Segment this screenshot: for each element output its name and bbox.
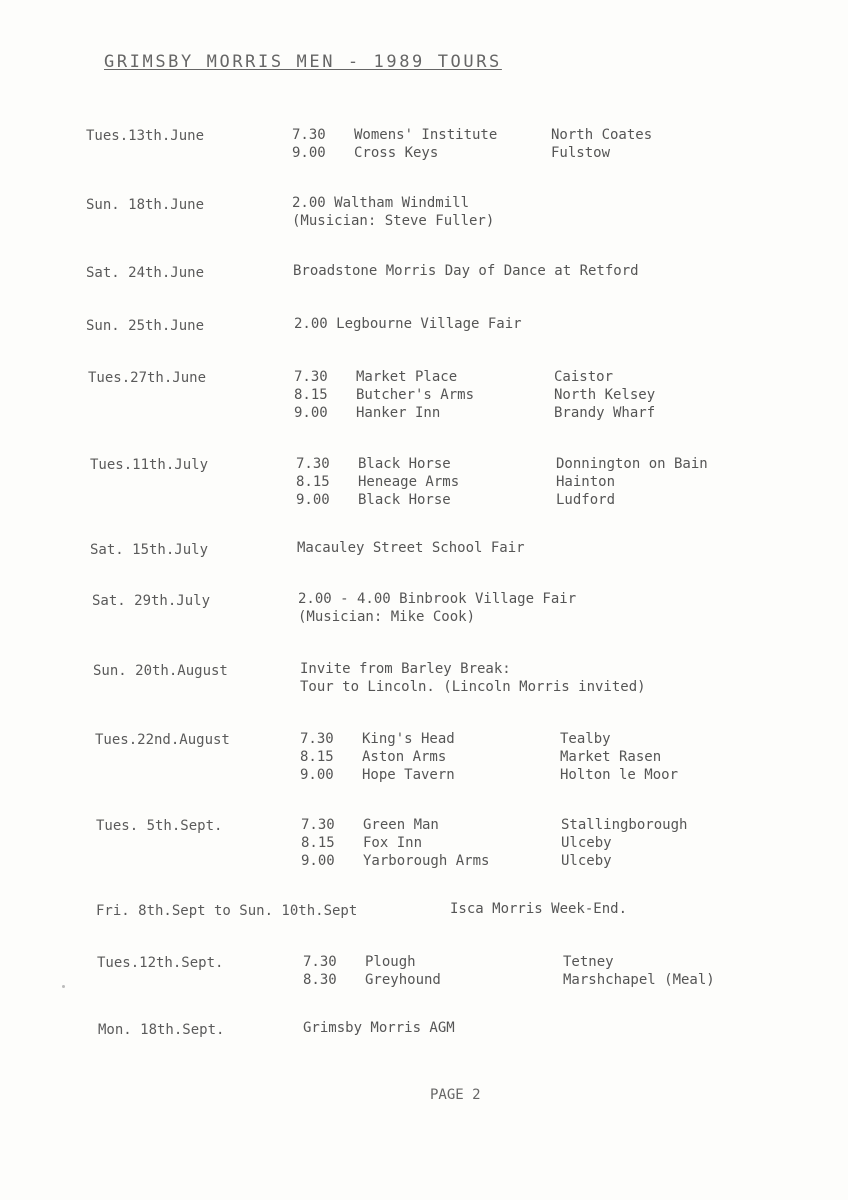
entry-text: Macauley Street School Fair xyxy=(297,540,525,556)
stop-time: 7.30 xyxy=(303,954,337,970)
stop-venue-line xyxy=(296,473,459,491)
stop-venue: Greyhound xyxy=(365,972,441,988)
stop-venue-line xyxy=(296,455,451,473)
stop-venue-line xyxy=(303,971,441,989)
stop-venue: Cross Keys xyxy=(354,145,439,161)
entry-date: Sun. 25th.June xyxy=(86,318,205,334)
stop-place: North Coates xyxy=(551,127,653,143)
entry-date: Sat. 15th.July xyxy=(90,542,209,558)
stop-venue: Heneage Arms xyxy=(358,474,460,490)
entry-text: Tour to Lincoln. (Lincoln Morris invited) xyxy=(300,679,646,695)
stop-venue: Plough xyxy=(365,954,416,970)
stop-venue: Hanker Inn xyxy=(356,405,441,421)
entry-text: (Musician: Steve Fuller) xyxy=(292,213,495,229)
stop-venue-line xyxy=(294,386,474,404)
stop-place: Tealby xyxy=(560,731,611,747)
stop-time: 7.30 xyxy=(300,731,334,747)
stop-time: 8.15 xyxy=(296,474,330,490)
stop-place: Ludford xyxy=(556,492,616,508)
page-number: PAGE 2 xyxy=(430,1087,481,1103)
stop-venue: Green Man xyxy=(363,817,439,833)
entry-date: Sun. 18th.June xyxy=(86,197,205,213)
stop-venue: Aston Arms xyxy=(362,749,447,765)
stop-time: 8.30 xyxy=(303,972,337,988)
stop-time: 9.00 xyxy=(301,853,335,869)
stop-venue-line xyxy=(294,404,440,422)
stop-venue-line xyxy=(303,953,416,971)
stop-time: 9.00 xyxy=(296,492,330,508)
stop-venue-line xyxy=(292,126,497,144)
entry-date: Tues. 5th.Sept. xyxy=(96,818,223,834)
entry-text: Grimsby Morris AGM xyxy=(303,1020,455,1036)
stop-place: Brandy Wharf xyxy=(554,405,656,421)
entry-date: Tues.11th.July xyxy=(90,457,209,473)
stop-place: Caistor xyxy=(554,369,614,385)
page-title: GRIMSBY MORRIS MEN - 1989 TOURS xyxy=(104,52,502,72)
stop-time: 8.15 xyxy=(300,749,334,765)
stop-venue-line xyxy=(294,368,457,386)
entry-date: Tues.27th.June xyxy=(88,370,207,386)
stop-time: 7.30 xyxy=(301,817,335,833)
scan-speck xyxy=(62,985,65,988)
stop-place: Stallingborough xyxy=(561,817,688,833)
entry-text: Invite from Barley Break: xyxy=(300,661,511,677)
entry-date: Tues.12th.Sept. xyxy=(97,955,224,971)
stop-time: 7.30 xyxy=(294,369,328,385)
entry-text: 2.00 - 4.00 Binbrook Village Fair xyxy=(298,591,577,607)
stop-place: Holton le Moor xyxy=(560,767,679,783)
entry-date: Fri. 8th.Sept to Sun. 10th.Sept xyxy=(96,903,358,919)
stop-venue: Butcher's Arms xyxy=(356,387,475,403)
stop-place: Market Rasen xyxy=(560,749,662,765)
entry-date: Sat. 24th.June xyxy=(86,265,205,281)
stop-time: 7.30 xyxy=(292,127,326,143)
entry-text: (Musician: Mike Cook) xyxy=(298,609,476,625)
stop-time: 9.00 xyxy=(300,767,334,783)
stop-place: Hainton xyxy=(556,474,616,490)
entry-text: 2.00 Waltham Windmill xyxy=(292,195,470,211)
stop-venue: Womens' Institute xyxy=(354,127,498,143)
stop-time: 8.15 xyxy=(294,387,328,403)
entry-text: Isca Morris Week-End. xyxy=(450,901,628,917)
stop-place: Tetney xyxy=(563,954,614,970)
stop-place: Donnington on Bain xyxy=(556,456,708,472)
stop-venue-line xyxy=(292,144,438,162)
stop-time: 9.00 xyxy=(292,145,326,161)
stop-place: Ulceby xyxy=(561,853,612,869)
stop-venue-line xyxy=(301,816,439,834)
stop-venue: Fox Inn xyxy=(363,835,423,851)
entry-date: Sat. 29th.July xyxy=(92,593,211,609)
stop-venue: Black Horse xyxy=(358,456,451,472)
stop-venue: King's Head xyxy=(362,731,455,747)
stop-venue-line xyxy=(296,491,451,509)
stop-place: Marshchapel (Meal) xyxy=(563,972,715,988)
stop-venue-line xyxy=(300,748,446,766)
stop-venue: Yarborough Arms xyxy=(363,853,490,869)
entry-text: Broadstone Morris Day of Dance at Retford xyxy=(293,263,639,279)
stop-time: 9.00 xyxy=(294,405,328,421)
stop-venue-line xyxy=(301,852,489,870)
stop-place: Ulceby xyxy=(561,835,612,851)
stop-place: Fulstow xyxy=(551,145,611,161)
stop-venue-line xyxy=(300,766,455,784)
entry-date: Tues.13th.June xyxy=(86,128,205,144)
stop-time: 7.30 xyxy=(296,456,330,472)
entry-date: Sun. 20th.August xyxy=(93,663,228,679)
stop-venue-line xyxy=(300,730,455,748)
stop-venue: Black Horse xyxy=(358,492,451,508)
entry-date: Tues.22nd.August xyxy=(95,732,230,748)
stop-venue: Market Place xyxy=(356,369,458,385)
stop-venue-line xyxy=(301,834,422,852)
entry-date: Mon. 18th.Sept. xyxy=(98,1022,225,1038)
stop-place: North Kelsey xyxy=(554,387,656,403)
stop-venue: Hope Tavern xyxy=(362,767,455,783)
entry-text: 2.00 Legbourne Village Fair xyxy=(294,316,522,332)
stop-time: 8.15 xyxy=(301,835,335,851)
